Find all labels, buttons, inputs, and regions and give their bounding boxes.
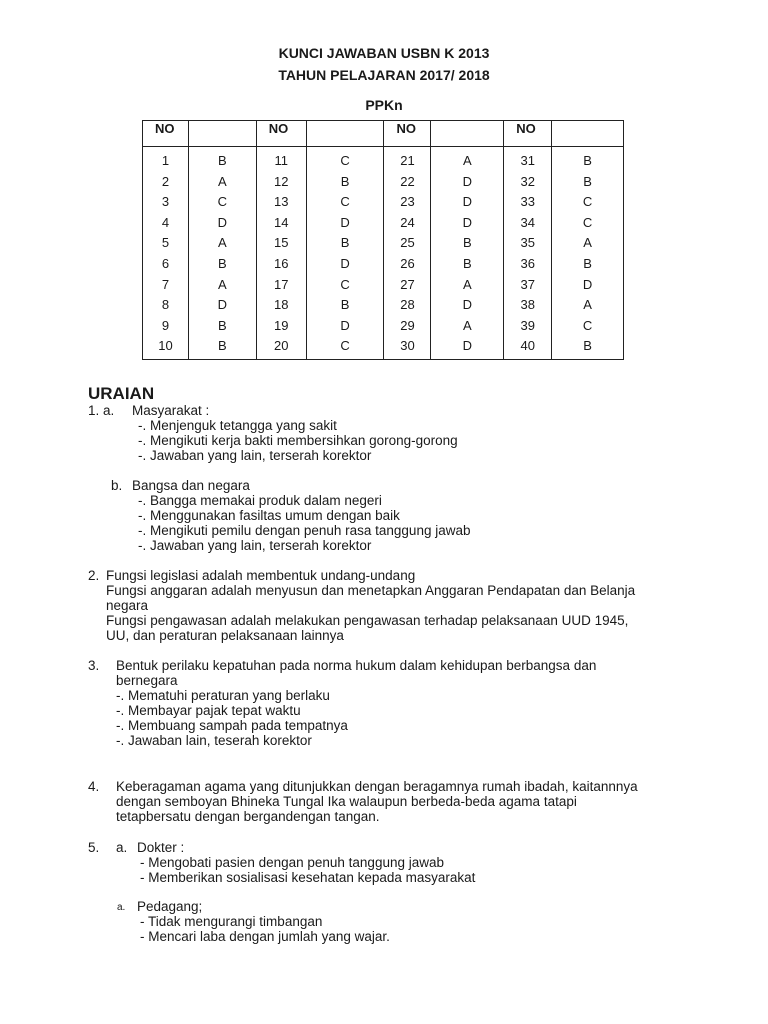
list-line: 7	[161, 276, 170, 292]
list-line: D	[462, 338, 473, 354]
list-line: A	[463, 153, 472, 168]
list-line: -. Jawaban yang lain, terserah korektor	[138, 538, 372, 553]
list-line: 39	[520, 317, 535, 333]
list-line: -. Mematuhi peraturan yang berlaku	[116, 688, 330, 703]
list-line: 35	[520, 235, 535, 251]
list-line: 24	[400, 214, 415, 230]
q1-number: 1. a.	[88, 403, 115, 418]
number-column-3	[384, 151, 430, 357]
list-line: Fungsi legislasi adalah membentuk undang-undang	[106, 568, 416, 583]
list-line: 30	[400, 338, 415, 354]
answer-column-1	[189, 151, 256, 357]
list-line: A	[463, 276, 472, 292]
list-line: 28	[400, 297, 415, 313]
list-line: 36	[520, 255, 535, 271]
list-line: 6	[161, 255, 170, 271]
list-line: 13	[274, 194, 289, 210]
q1-b-list	[138, 493, 470, 553]
list-line: 31	[520, 153, 535, 168]
list-line: UU, dan peraturan pelaksanaan lainnya	[106, 628, 344, 643]
list-line: 29	[400, 317, 415, 333]
list-line: 3	[161, 194, 170, 210]
list-line: B	[218, 317, 227, 333]
list-line: B	[340, 173, 350, 189]
list-line: -. Mengikuti kerja bakti membersihkan gorong-gorong	[138, 433, 458, 448]
list-line: C	[582, 214, 593, 230]
list-line: - Memberikan sosialisasi kesehatan kepada masyarakat	[140, 870, 476, 885]
q1-b-label: Bangsa dan negara	[132, 478, 250, 493]
list-line: negara	[106, 598, 149, 613]
list-line: 17	[274, 276, 289, 292]
list-line: -. Mengikuti pemilu dengan penuh rasa tanggung jawab	[138, 523, 471, 538]
list-line: B	[218, 153, 227, 168]
header-answer-2	[306, 121, 384, 147]
list-line: A	[218, 276, 227, 292]
list-line: 19	[274, 317, 289, 333]
list-line: 14	[274, 214, 289, 230]
list-line: 37	[520, 276, 535, 292]
table-header-row	[143, 121, 624, 147]
list-line: -. Menggunakan fasiltas umum dengan baik	[138, 508, 400, 523]
q5-b-number: a.	[117, 902, 126, 913]
list-line: 25	[400, 235, 415, 251]
list-line: 16	[274, 255, 289, 271]
list-line: -. Membayar pajak tepat waktu	[116, 703, 301, 718]
number-column-2	[257, 151, 306, 357]
q1-a-label: Masyarakat :	[132, 403, 210, 418]
list-line: Fungsi anggaran adalah menyusun dan menetapkan Anggaran Pendapatan dan Belanja	[106, 583, 636, 598]
list-line: B	[340, 235, 350, 251]
q4-number: 4.	[88, 779, 100, 794]
q3-number: 3.	[88, 658, 100, 673]
q5-b-label: Pedagang;	[137, 899, 203, 914]
header-no-1: NO	[143, 121, 189, 147]
list-line: C	[582, 194, 593, 210]
list-line: 5	[161, 235, 170, 251]
list-line: C	[217, 194, 228, 210]
list-line: Keberagaman agama yang ditunjukkan dengan beragamnya rumah ibadah, kaitannnya	[116, 779, 638, 794]
q1-a-list	[138, 418, 458, 463]
list-line: D	[462, 214, 473, 230]
list-line: D	[340, 214, 350, 230]
subject-label: PPKn	[365, 97, 403, 113]
list-line: 23	[400, 194, 415, 210]
header-answer-3	[431, 121, 504, 147]
number-column-1	[143, 151, 188, 357]
list-line: 21	[400, 153, 415, 168]
list-line: B	[218, 338, 227, 354]
answer-key-table	[142, 120, 624, 360]
answer-column-3	[431, 151, 503, 357]
list-line: 12	[274, 173, 289, 189]
q5-a-list	[140, 855, 475, 885]
list-line: B	[463, 235, 472, 251]
header-answer-1	[188, 121, 256, 147]
list-line: -. Membuang sampah pada tempatnya	[116, 718, 348, 733]
list-line: 22	[400, 173, 415, 189]
list-line: C	[340, 276, 350, 292]
list-line: B	[218, 255, 227, 271]
list-line: C	[340, 194, 350, 210]
list-line: 8	[161, 297, 170, 313]
list-line: 2	[161, 173, 170, 189]
list-line: 10	[158, 338, 173, 354]
list-line: B	[583, 338, 592, 354]
list-line: A	[218, 235, 227, 251]
q2-number: 2.	[88, 568, 100, 583]
list-line: 27	[400, 276, 415, 292]
list-line: D	[462, 297, 473, 313]
list-line: bernegara	[116, 673, 178, 688]
uraian-heading: URAIAN	[88, 384, 155, 403]
list-line: -. Menjenguk tetangga yang sakit	[138, 418, 337, 433]
list-line: A	[583, 297, 592, 313]
list-line: D	[340, 317, 350, 333]
list-line: -. Jawaban yang lain, terserah korektor	[138, 448, 372, 463]
list-line: 33	[520, 194, 535, 210]
list-line: -. Bangga memakai produk dalam negeri	[138, 493, 382, 508]
list-line: 40	[520, 338, 535, 354]
q5-a-number: a.	[116, 840, 128, 855]
list-line: B	[463, 255, 472, 271]
header-answer-4	[552, 121, 624, 147]
list-line: Bentuk perilaku kepatuhan pada norma hukum dalam kehidupan berbangsa dan	[116, 658, 597, 673]
q5-a-label: Dokter :	[137, 840, 185, 855]
list-line: D	[340, 255, 350, 271]
list-line: 9	[161, 317, 170, 333]
list-line: 20	[274, 338, 289, 354]
list-line: B	[340, 297, 350, 313]
list-line: D	[462, 173, 473, 189]
list-line: tetapbersatu dengan bergandengan tangan.	[116, 809, 380, 824]
doc-title: KUNCI JAWABAN USBN K 2013	[278, 45, 490, 61]
list-line: C	[582, 317, 593, 333]
list-line: Fungsi pengawasan adalah melakukan pengawasan terhadap pelaksanaan UUD 1945,	[106, 613, 629, 628]
list-line: 32	[520, 173, 535, 189]
list-line: A	[463, 317, 472, 333]
list-line: D	[582, 276, 593, 292]
list-line: D	[217, 214, 228, 230]
header-no-2: NO	[256, 121, 306, 147]
q3-text	[116, 658, 596, 748]
answer-column-2	[307, 151, 384, 357]
q5-b-list	[140, 914, 390, 944]
q1-b-number: b.	[111, 478, 123, 493]
q5-number: 5.	[88, 840, 100, 855]
table-body-row	[143, 147, 624, 360]
number-column-4	[504, 151, 551, 357]
q2-text	[106, 568, 635, 643]
header-no-4: NO	[504, 121, 552, 147]
list-line: C	[340, 153, 350, 168]
list-line: 15	[274, 235, 289, 251]
q4-text	[116, 779, 638, 824]
list-line: - Tidak mengurangi timbangan	[140, 914, 323, 929]
list-line: B	[583, 173, 592, 189]
list-line: C	[340, 338, 350, 354]
list-line: A	[583, 235, 592, 251]
list-line: A	[218, 173, 227, 189]
list-line: 11	[274, 153, 288, 168]
list-line: B	[583, 153, 592, 168]
header-no-3: NO	[384, 121, 431, 147]
list-line: -. Jawaban lain, teserah korektor	[116, 733, 312, 748]
list-line: 34	[520, 214, 535, 230]
list-line: 38	[520, 297, 535, 313]
list-line: D	[217, 297, 228, 313]
list-line: dengan semboyan Bhineka Tungal Ika walaupun berbeda-beda agama tatapi	[116, 794, 577, 809]
list-line: 1	[161, 153, 170, 168]
list-line: - Mencari laba dengan jumlah yang wajar.	[140, 929, 390, 944]
list-line: 18	[274, 297, 289, 313]
doc-subtitle: TAHUN PELAJARAN 2017/ 2018	[278, 67, 490, 83]
answer-column-4	[552, 151, 623, 357]
list-line: D	[462, 194, 473, 210]
list-line: 4	[161, 214, 170, 230]
list-line: - Mengobati pasien dengan penuh tanggung jawab	[140, 855, 444, 870]
list-line: B	[583, 255, 592, 271]
list-line: 26	[400, 255, 415, 271]
